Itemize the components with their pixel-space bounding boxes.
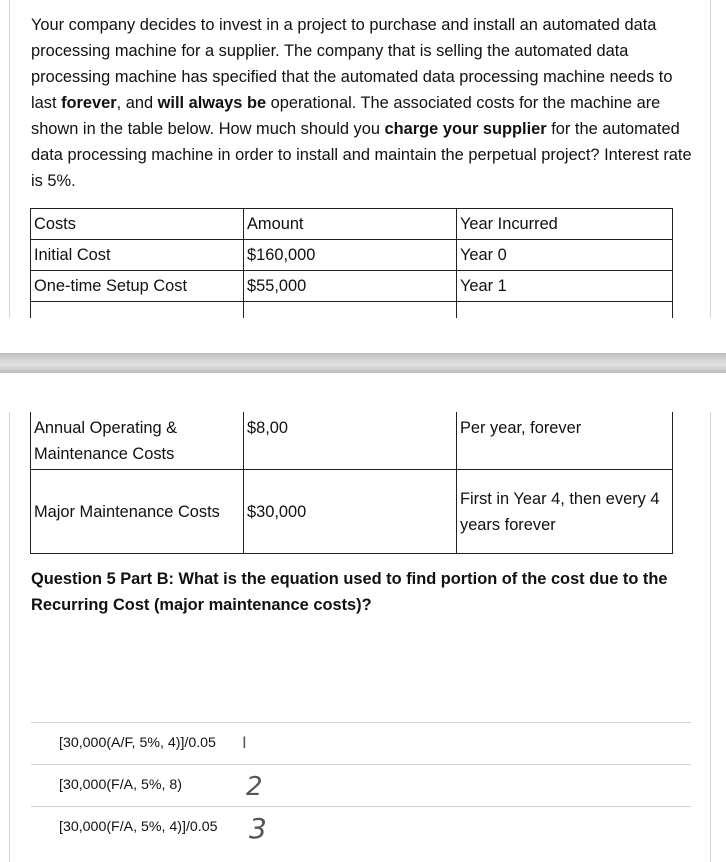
emphasis-forever: forever: [61, 94, 117, 112]
page-break-divider: [0, 353, 726, 373]
handwritten-mark-2: 2: [246, 772, 263, 802]
table-header-row: [31, 209, 673, 240]
cost-table-bottom: [30, 412, 673, 554]
option-label: [30,000(A/F, 5%, 4)]/0.05: [59, 735, 216, 751]
table-row: Initial Cost $160,000 Year 0: [31, 240, 673, 271]
table-row-cut: [31, 302, 673, 318]
emphasis-charge: charge your supplier: [384, 120, 547, 138]
option-label: [30,000(F/A, 5%, 4)]/0.05: [59, 819, 218, 835]
header-year: Year Incurred: [457, 209, 673, 240]
answer-option[interactable]: [31, 806, 691, 848]
answer-option[interactable]: [31, 764, 691, 806]
answer-options: [31, 722, 691, 848]
problem-statement: Your company decides to invest in a project to purchase and install an automated data processing machine for a supplier. The company that is selling the automated data processing machine has specified that the automated data processing machine needs to last forever, and will always be operational. The associated costs for the machine are shown in the table below. How much should you charge your supplier for the automated data processing machine in order to install and maintain the perpetual project? Interest rate is 5%.: [31, 16, 692, 190]
answer-option[interactable]: [31, 722, 691, 764]
header-costs: Costs: [31, 209, 244, 240]
table-row: One-time Setup Cost $55,000 Year 1: [31, 271, 673, 302]
question-text: Question 5 Part B: What is the equation used to find portion of the cost due to the Recurring Cost (major maintenance costs)?: [31, 570, 668, 614]
handwritten-mark-1: I: [242, 733, 247, 752]
emphasis-operational: will always be: [157, 94, 267, 112]
cost-table-top: [30, 208, 673, 318]
option-label: [30,000(F/A, 5%, 8): [59, 777, 183, 793]
table-row: Annual Operating & Maintenance Costs $8,00 Per year, forever: [31, 413, 673, 470]
header-amount: Amount: [244, 209, 457, 240]
table-row: Major Maintenance Costs $30,000 First in Year 4, then every 4 years forever: [31, 470, 673, 554]
handwritten-mark-3: 3: [249, 812, 267, 845]
